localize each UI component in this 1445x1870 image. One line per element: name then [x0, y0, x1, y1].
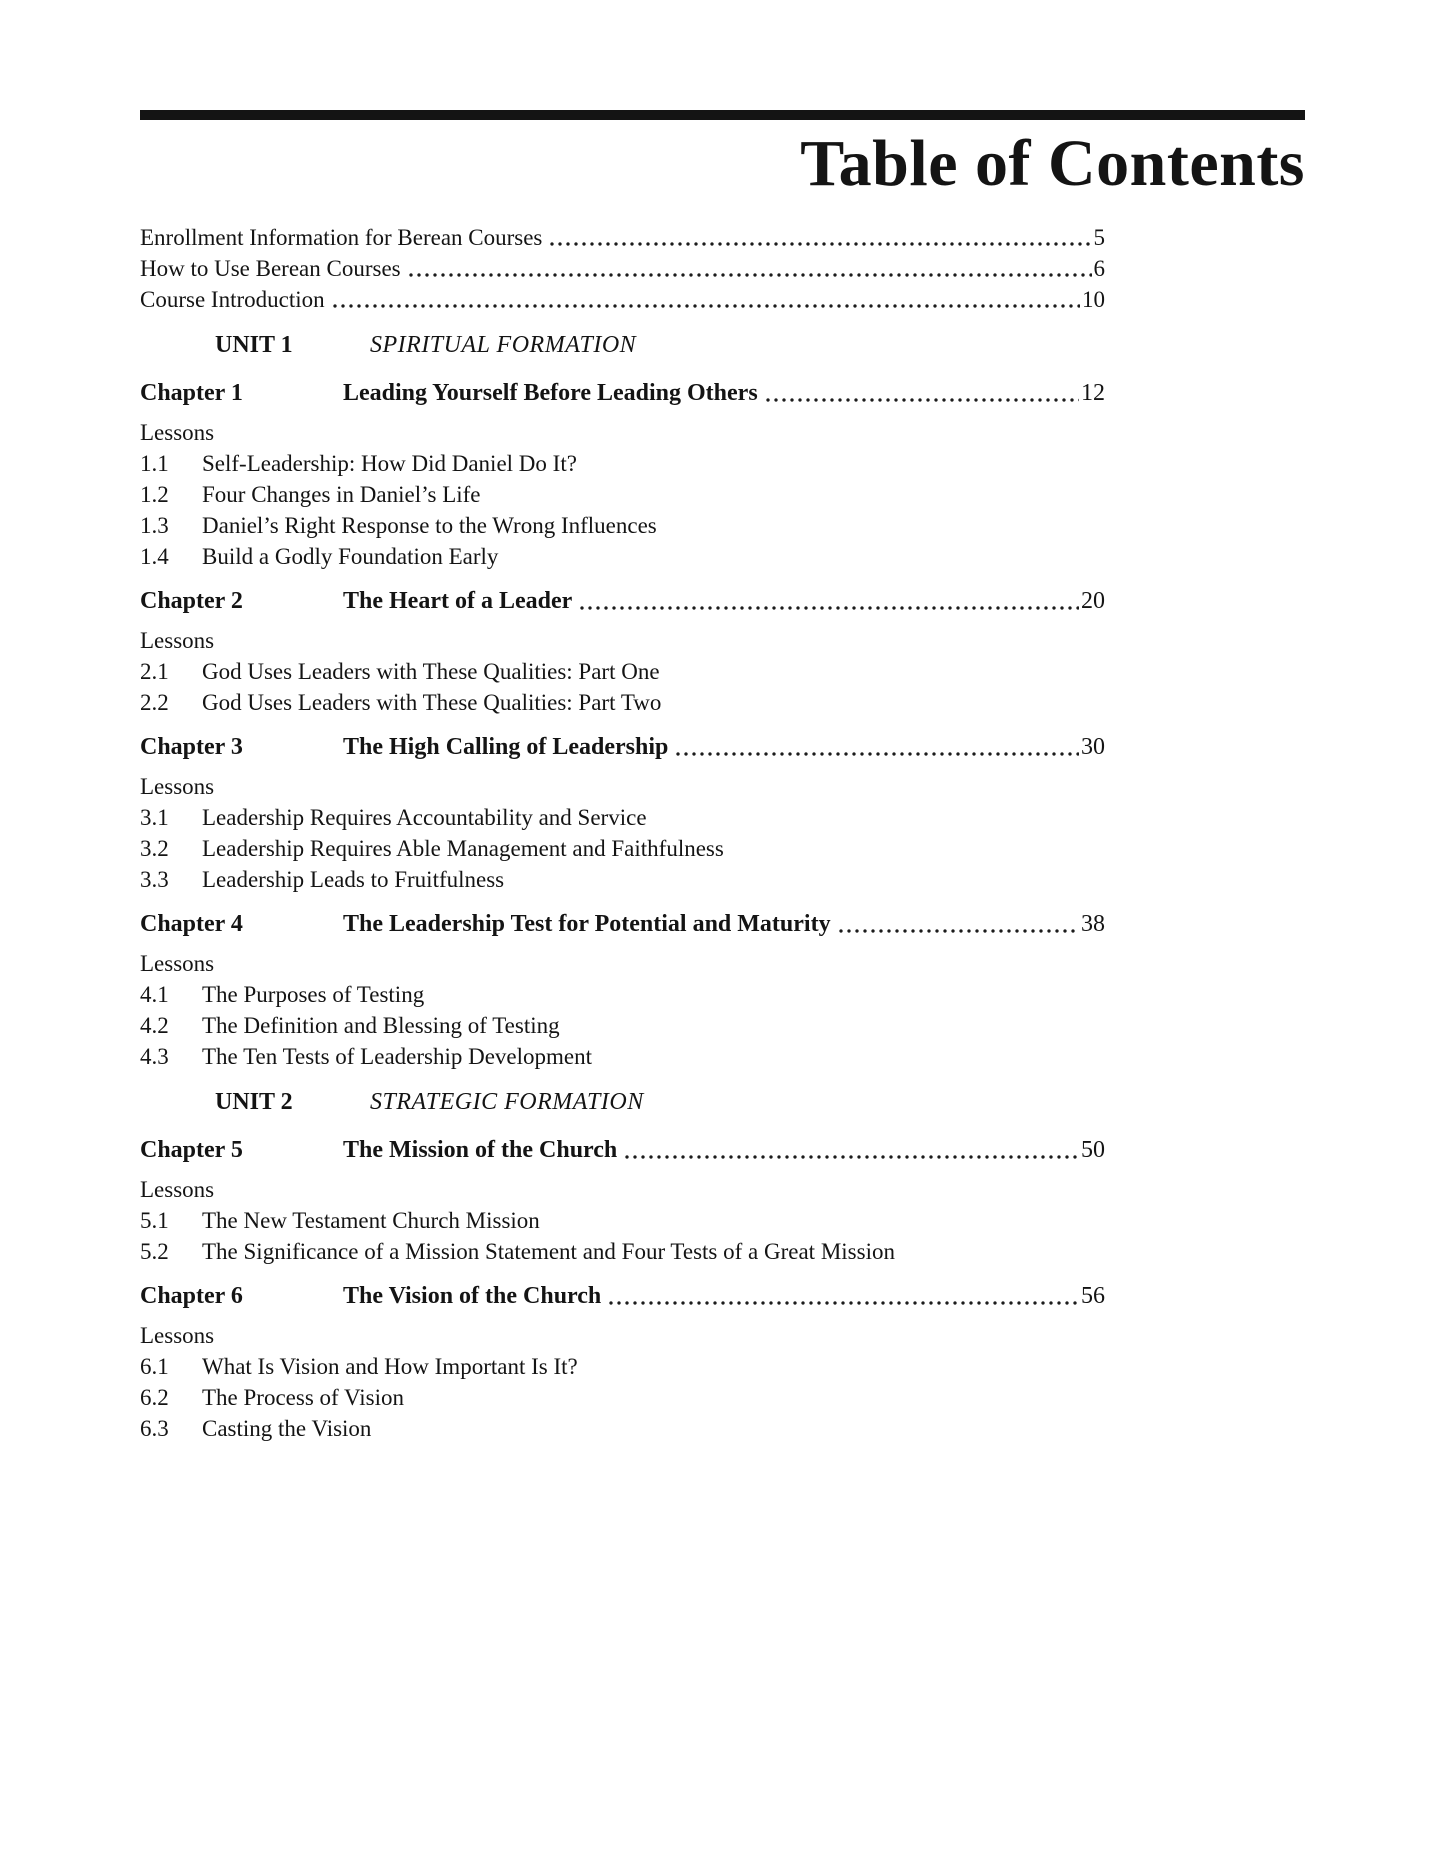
page-title: Table of Contents — [800, 127, 1305, 200]
dot-leader — [623, 1155, 1079, 1159]
lesson-row — [140, 448, 1305, 479]
page-number: 5 — [1093, 225, 1105, 250]
lesson-number: 6.2 — [140, 1385, 169, 1410]
lesson-title: Leadership Requires Accountability and Service — [202, 805, 647, 830]
unit-title: STRATEGIC FORMATION — [370, 1089, 644, 1115]
lesson-title: Casting the Vision — [202, 1416, 372, 1441]
chapter-title: The Mission of the Church — [343, 1137, 618, 1163]
lessons-heading: Lessons — [140, 951, 215, 976]
chapter-label: Chapter 2 — [140, 588, 243, 614]
lesson-number: 1.3 — [140, 513, 169, 538]
lesson-row — [140, 687, 1305, 718]
lesson-number: 2.2 — [140, 690, 169, 715]
lesson-row — [140, 864, 1305, 895]
lesson-number: 3.2 — [140, 836, 169, 861]
lesson-title: The Definition and Blessing of Testing — [202, 1013, 560, 1038]
lesson-number: 3.3 — [140, 867, 169, 892]
lesson-row — [140, 510, 1305, 541]
lesson-title: Build a Godly Foundation Early — [202, 544, 499, 569]
lesson-row — [140, 541, 1305, 572]
lesson-title: Leadership Requires Able Management and Faithfulness — [202, 836, 724, 861]
page-number: 56 — [1081, 1283, 1105, 1309]
lessons-heading: Lessons — [140, 1323, 215, 1348]
chapter-label: Chapter 3 — [140, 734, 243, 760]
dot-leader — [764, 398, 1079, 402]
lesson-number: 1.2 — [140, 482, 169, 507]
dot-leader — [548, 242, 1091, 246]
lesson-row — [140, 1205, 1305, 1236]
chapter-title: The High Calling of Leadership — [343, 734, 669, 760]
unit-label: UNIT 1 — [215, 332, 293, 358]
page-number: 10 — [1082, 287, 1105, 312]
lesson-number: 4.2 — [140, 1013, 169, 1038]
dot-leader — [407, 273, 1092, 277]
lesson-title: Four Changes in Daniel’s Life — [202, 482, 481, 507]
lesson-number: 1.1 — [140, 451, 169, 476]
lesson-row — [140, 1413, 1305, 1444]
lesson-number: 2.1 — [140, 659, 169, 684]
lesson-title: The New Testament Church Mission — [202, 1208, 540, 1233]
front-matter-row — [140, 222, 1105, 253]
chapter-label: Chapter 5 — [140, 1137, 243, 1163]
chapter-title: The Leadership Test for Potential and Maturity — [343, 911, 831, 937]
lesson-title: Leadership Leads to Fruitfulness — [202, 867, 505, 892]
chapter-block — [140, 1281, 1305, 1444]
lesson-title: The Significance of a Mission Statement and Four Tests of a Great Mission — [202, 1239, 895, 1264]
lesson-title: Daniel’s Right Response to the Wrong Influences — [202, 513, 657, 538]
chapter-label: Chapter 1 — [140, 380, 243, 406]
front-matter-list — [140, 222, 1305, 315]
chapter-block — [140, 378, 1305, 572]
chapter-title: Leading Yourself Before Leading Others — [343, 380, 758, 406]
top-rule — [140, 110, 1305, 120]
chapter-block — [140, 1135, 1305, 1267]
lesson-title: The Ten Tests of Leadership Development — [202, 1044, 593, 1069]
entry-label: How to Use Berean Courses — [140, 256, 401, 281]
toc-content — [140, 110, 1305, 1444]
chapter-row — [140, 1135, 1105, 1166]
page-number: 20 — [1081, 588, 1105, 614]
lesson-title: What Is Vision and How Important Is It? — [202, 1354, 578, 1379]
lesson-row — [140, 1382, 1305, 1413]
chapter-row — [140, 732, 1105, 763]
unit-label: UNIT 2 — [215, 1089, 293, 1115]
lesson-row — [140, 833, 1305, 864]
dot-leader — [607, 1301, 1079, 1305]
page-number: 12 — [1081, 380, 1105, 406]
lesson-number: 6.1 — [140, 1354, 169, 1379]
lesson-title: The Purposes of Testing — [202, 982, 425, 1007]
lesson-row — [140, 802, 1305, 833]
lesson-row — [140, 479, 1305, 510]
lessons-heading: Lessons — [140, 628, 215, 653]
unit-title: SPIRITUAL FORMATION — [370, 332, 637, 358]
chapter-row — [140, 586, 1105, 617]
dot-leader — [837, 929, 1079, 933]
unit-section — [140, 1087, 1305, 1444]
lesson-title: God Uses Leaders with These Qualities: Part One — [202, 659, 660, 684]
lesson-number: 3.1 — [140, 805, 169, 830]
chapter-row — [140, 378, 1105, 409]
lesson-row — [140, 1236, 1305, 1267]
chapter-title: The Vision of the Church — [343, 1283, 602, 1309]
chapter-row — [140, 909, 1105, 940]
lesson-row — [140, 1010, 1305, 1041]
dot-leader — [331, 304, 1080, 308]
chapter-label: Chapter 6 — [140, 1283, 243, 1309]
lesson-title: God Uses Leaders with These Qualities: Part Two — [202, 690, 662, 715]
lessons-heading: Lessons — [140, 420, 215, 445]
page-number: 38 — [1081, 911, 1105, 937]
chapter-title: The Heart of a Leader — [343, 588, 573, 614]
lesson-row — [140, 1351, 1305, 1382]
dot-leader — [674, 752, 1079, 756]
lesson-row — [140, 979, 1305, 1010]
entry-label: Course Introduction — [140, 287, 325, 312]
lessons-heading: Lessons — [140, 774, 215, 799]
page-number: 50 — [1081, 1137, 1105, 1163]
chapter-row — [140, 1281, 1105, 1312]
lesson-title: Self-Leadership: How Did Daniel Do It? — [202, 451, 577, 476]
page-number: 30 — [1081, 734, 1105, 760]
lesson-number: 4.1 — [140, 982, 169, 1007]
lesson-title: The Process of Vision — [202, 1385, 404, 1410]
page-number: 6 — [1093, 256, 1105, 281]
chapter-block — [140, 909, 1305, 1072]
front-matter-row — [140, 284, 1105, 315]
lesson-number: 6.3 — [140, 1416, 169, 1441]
lesson-number: 4.3 — [140, 1044, 169, 1069]
chapter-block — [140, 586, 1305, 718]
lesson-row — [140, 656, 1305, 687]
unit-heading — [215, 330, 1305, 361]
entry-label: Enrollment Information for Berean Courses — [140, 225, 543, 250]
unit-heading — [215, 1087, 1305, 1118]
dot-leader — [578, 606, 1079, 610]
lesson-row — [140, 1041, 1305, 1072]
lesson-number: 5.1 — [140, 1208, 169, 1233]
unit-section — [140, 330, 1305, 1072]
chapter-label: Chapter 4 — [140, 911, 243, 937]
chapter-block — [140, 732, 1305, 895]
front-matter-row — [140, 253, 1105, 284]
lesson-number: 5.2 — [140, 1239, 169, 1264]
lesson-number: 1.4 — [140, 544, 169, 569]
lessons-heading: Lessons — [140, 1177, 215, 1202]
